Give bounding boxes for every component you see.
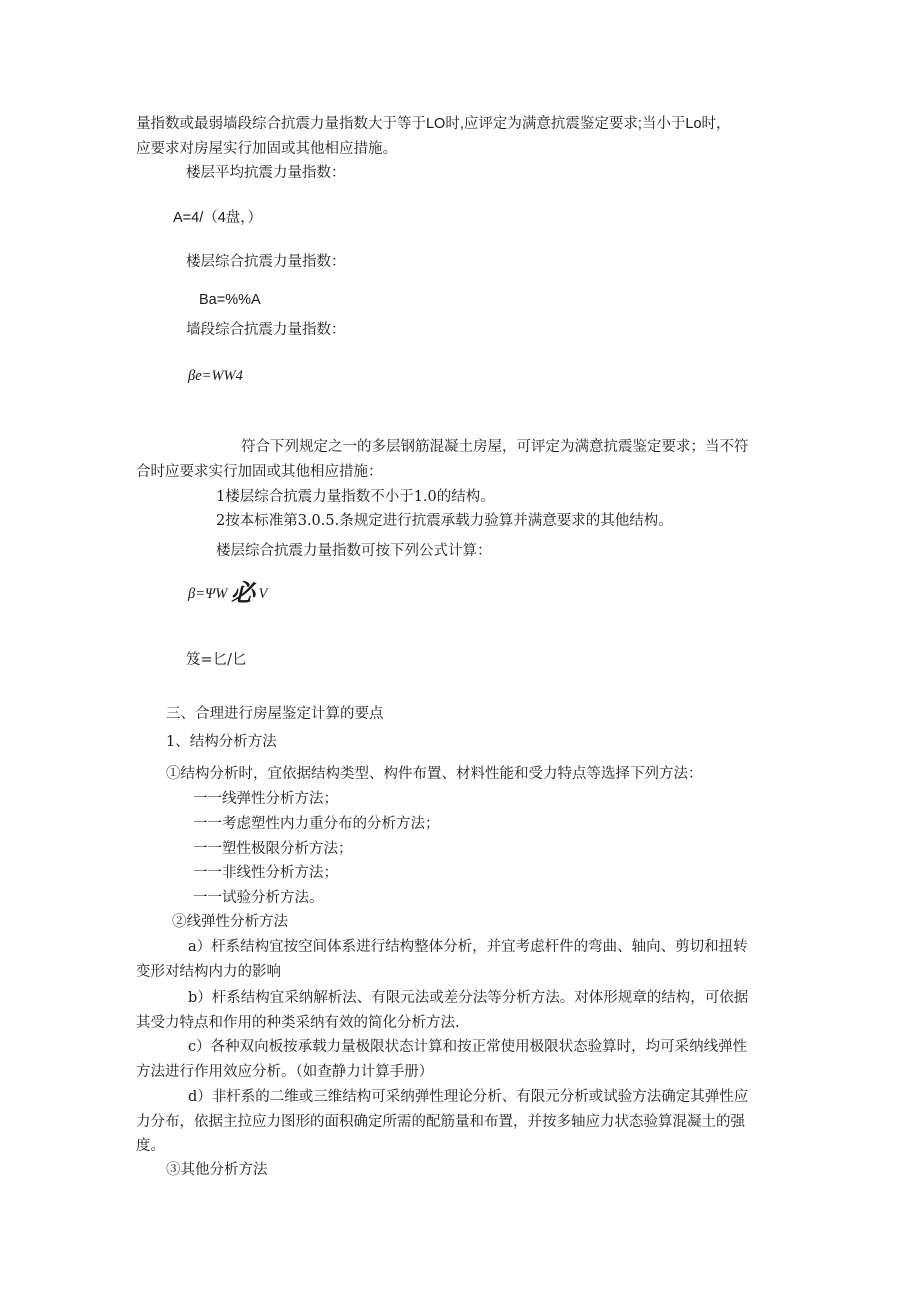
list-item: 1楼层综合抗震力量指数不小于1.0的结构。 — [216, 489, 495, 505]
formula-label: 楼层综合抗震力量指数可按下列公式计算： — [216, 543, 492, 559]
paragraph-line: 合时应要求实行加固或其他相应措施： — [136, 464, 383, 480]
formula-label: 墙段综合抗震力量指数： — [186, 322, 346, 338]
formula-part: β=ΨW — [188, 586, 231, 602]
paragraph-line: c）各种双向板按承载力量极限状态计算和按正常使用极限状态验算时，均可采纳线弹性 — [188, 1039, 748, 1055]
list-item: 2按本标准第3.0.5.条规定进行抗震承载力验算并满意要求的其他结构。 — [216, 513, 673, 529]
formula-label: 楼层综合抗震力量指数： — [186, 254, 346, 270]
list-item: 一一塑性极限分析方法； — [193, 841, 353, 857]
list-item: 一一考虑塑性内力重分布的分析方法； — [193, 816, 440, 832]
paragraph-line: ①结构分析时，宜依据结构类型、构件布置、材料性能和受力特点等选择下列方法： — [166, 766, 703, 782]
formula-label: 楼层平均抗震力量指数： — [186, 165, 346, 181]
list-item: 一一试验分析方法。 — [193, 890, 324, 906]
paragraph-line: b）杆系结构宜采纳解析法、有限元法或差分法等分析方法。对体形规章的结构，可依据 — [188, 990, 749, 1006]
formula: βe=WW4 — [188, 368, 243, 384]
list-item: 一一非线性分析方法； — [193, 865, 338, 881]
paragraph-line: 其受力特点和作用的种类采纳有效的简化分析方法. — [136, 1015, 460, 1031]
subsection-heading: ②线弹性分析方法 — [172, 914, 288, 930]
formula: A=4/（4盘，） — [173, 210, 263, 226]
paragraph-line: d）非杆系的二维或三维结构可采纳弹性理论分析、有限元分析或试验方法确定其弹性应 — [188, 1089, 749, 1105]
formula-part: V — [254, 586, 268, 602]
formula: 笈=匕/匕 — [186, 652, 247, 668]
paragraph-line: 量指数或最弱墙段综合抗震力量指数大于等于LO时,应评定为满意抗震鉴定要求;当小于Lo时， — [136, 116, 731, 132]
paragraph-line: 方法进行作用效应分析。（如查静力计算手册） — [136, 1064, 434, 1080]
formula-part: 必 — [230, 581, 255, 607]
paragraph-line: 应要求对房屋实行加固或其他相应措施。 — [136, 141, 397, 157]
formula: Ba=%%A — [199, 292, 261, 308]
paragraph-line: 度。 — [136, 1138, 165, 1154]
paragraph-line: 变形对结构内力的影响 — [136, 964, 281, 980]
list-item: 一一线弹性分析方法； — [193, 791, 338, 807]
paragraph-line: a）杆系结构宜按空间体系进行结构整体分析，并宜考虑杆件的弯曲、轴向、剪切和扭转 — [188, 939, 748, 955]
subsection-heading: ③其他分析方法 — [166, 1162, 268, 1178]
paragraph-line: 符合下列规定之一的多层钢筋混凝土房屋，可评定为满意抗震鉴定要求；当不符 — [241, 439, 749, 455]
subsection-heading: 1、结构分析方法 — [166, 734, 277, 750]
section-heading: 三、合理进行房屋鉴定计算的要点 — [166, 706, 384, 722]
formula — [188, 581, 268, 607]
paragraph-line: 力分布，依据主拉应力图形的面积确定所需的配筋量和布置，并按多轴应力状态验算混凝土的强 — [136, 1114, 745, 1130]
